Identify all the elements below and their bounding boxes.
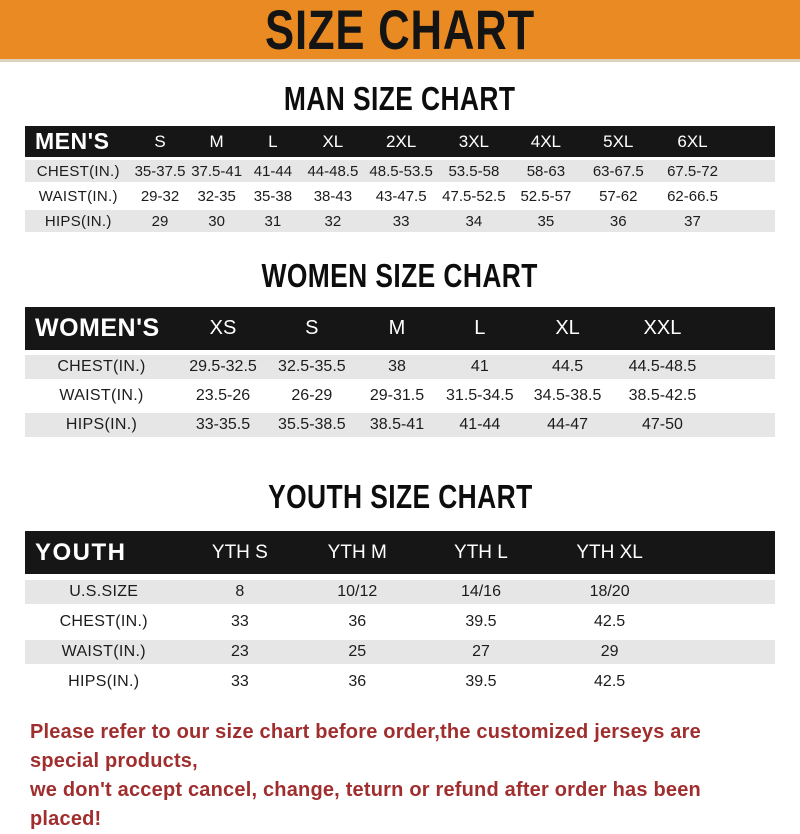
row-label-cell: WAIST(IN.) bbox=[25, 185, 132, 207]
size-value-cell: 38.5-42.5 bbox=[614, 384, 711, 408]
size-value-cell: 42.5 bbox=[545, 610, 675, 634]
filler-cell bbox=[730, 160, 775, 182]
filler-cell bbox=[711, 355, 775, 379]
size-value-cell: 34 bbox=[438, 210, 511, 232]
men-size-section bbox=[0, 82, 800, 235]
size-value-cell: 44-47 bbox=[521, 413, 613, 437]
size-value-cell: 29 bbox=[132, 210, 189, 232]
size-value-cell: 39.5 bbox=[417, 670, 545, 694]
size-value-cell: 29.5-32.5 bbox=[178, 355, 268, 379]
measurement-row bbox=[25, 640, 775, 664]
size-column-header: S bbox=[132, 126, 189, 157]
row-label-cell: HIPS(IN.) bbox=[25, 670, 183, 694]
size-column-header: 4XL bbox=[510, 126, 581, 157]
filler-cell bbox=[674, 640, 775, 664]
size-value-cell: 29 bbox=[545, 640, 675, 664]
size-column-header: L bbox=[245, 126, 301, 157]
size-value-cell: 57-62 bbox=[582, 185, 656, 207]
size-value-cell: 37.5-41 bbox=[189, 160, 245, 182]
filler-cell bbox=[674, 580, 775, 604]
size-value-cell: 62-66.5 bbox=[655, 185, 730, 207]
measurement-row bbox=[25, 413, 775, 437]
filler-cell bbox=[711, 307, 775, 350]
women-size-table bbox=[25, 302, 775, 442]
size-value-cell: 43-47.5 bbox=[365, 185, 438, 207]
filler-cell bbox=[730, 185, 775, 207]
youth-size-table bbox=[25, 525, 775, 700]
size-column-header: XXL bbox=[614, 307, 711, 350]
measurement-row bbox=[25, 384, 775, 408]
size-chart-banner bbox=[0, 0, 800, 62]
size-value-cell: 32 bbox=[301, 210, 365, 232]
size-value-cell: 27 bbox=[417, 640, 545, 664]
table-title-cell: MEN'S bbox=[25, 126, 132, 157]
disclaimer bbox=[30, 718, 775, 834]
size-value-cell: 23 bbox=[183, 640, 298, 664]
size-value-cell: 44-48.5 bbox=[301, 160, 365, 182]
size-value-cell: 33-35.5 bbox=[178, 413, 268, 437]
size-value-cell: 38 bbox=[356, 355, 438, 379]
size-value-cell: 33 bbox=[365, 210, 438, 232]
size-value-cell: 25 bbox=[297, 640, 417, 664]
size-value-cell: 38.5-41 bbox=[356, 413, 438, 437]
size-value-cell: 48.5-53.5 bbox=[365, 160, 438, 182]
size-value-cell: 35-37.5 bbox=[132, 160, 189, 182]
row-label-cell: HIPS(IN.) bbox=[25, 413, 178, 437]
size-column-header: S bbox=[268, 307, 356, 350]
men-section-heading-text: MAN SIZE CHART bbox=[284, 80, 516, 117]
filler-cell bbox=[730, 210, 775, 232]
filler-cell bbox=[711, 413, 775, 437]
size-value-cell: 63-67.5 bbox=[582, 160, 656, 182]
size-column-header: 2XL bbox=[365, 126, 438, 157]
size-value-cell: 52.5-57 bbox=[510, 185, 581, 207]
disclaimer-line-2: we don't accept cancel, change, teturn or refund after order has been placed! bbox=[30, 779, 701, 830]
size-column-header: 6XL bbox=[655, 126, 730, 157]
size-column-header: 3XL bbox=[438, 126, 511, 157]
size-value-cell: 41-44 bbox=[245, 160, 301, 182]
size-value-cell: 14/16 bbox=[417, 580, 545, 604]
disclaimer-line-1: Please refer to our size chart before order,the customized jerseys are special products, bbox=[30, 721, 701, 772]
size-value-cell: 35-38 bbox=[245, 185, 301, 207]
youth-section-heading-text: YOUTH SIZE CHART bbox=[267, 478, 533, 515]
size-value-cell: 34.5-38.5 bbox=[521, 384, 613, 408]
filler-cell bbox=[730, 126, 775, 157]
row-label-cell: WAIST(IN.) bbox=[25, 640, 183, 664]
size-column-header: YTH M bbox=[297, 531, 417, 574]
size-value-cell: 58-63 bbox=[510, 160, 581, 182]
size-value-cell: 10/12 bbox=[297, 580, 417, 604]
size-table-header-row bbox=[25, 531, 775, 574]
size-value-cell: 36 bbox=[297, 670, 417, 694]
size-value-cell: 29-31.5 bbox=[356, 384, 438, 408]
size-column-header: YTH XL bbox=[545, 531, 675, 574]
size-value-cell: 31.5-34.5 bbox=[438, 384, 521, 408]
size-value-cell: 35.5-38.5 bbox=[268, 413, 356, 437]
size-value-cell: 41-44 bbox=[438, 413, 521, 437]
measurement-row bbox=[25, 210, 775, 232]
size-column-header: XS bbox=[178, 307, 268, 350]
men-size-table bbox=[25, 123, 775, 235]
size-value-cell: 53.5-58 bbox=[438, 160, 511, 182]
size-value-cell: 8 bbox=[183, 580, 298, 604]
size-value-cell: 33 bbox=[183, 670, 298, 694]
size-value-cell: 38-43 bbox=[301, 185, 365, 207]
size-column-header: YTH L bbox=[417, 531, 545, 574]
row-label-cell: CHEST(IN.) bbox=[25, 610, 183, 634]
filler-cell bbox=[711, 384, 775, 408]
size-value-cell: 44.5 bbox=[521, 355, 613, 379]
youth-size-section bbox=[0, 480, 800, 700]
table-title-cell: WOMEN'S bbox=[25, 307, 178, 350]
measurement-row bbox=[25, 355, 775, 379]
measurement-row bbox=[25, 580, 775, 604]
size-value-cell: 42.5 bbox=[545, 670, 675, 694]
size-value-cell: 39.5 bbox=[417, 610, 545, 634]
size-column-header: YTH S bbox=[183, 531, 298, 574]
measurement-row bbox=[25, 610, 775, 634]
women-section-heading-text: WOMEN SIZE CHART bbox=[261, 257, 539, 294]
size-value-cell: 31 bbox=[245, 210, 301, 232]
size-column-header: 5XL bbox=[582, 126, 656, 157]
size-column-header: XL bbox=[521, 307, 613, 350]
measurement-row bbox=[25, 670, 775, 694]
row-label-cell: U.S.SIZE bbox=[25, 580, 183, 604]
size-value-cell: 41 bbox=[438, 355, 521, 379]
size-value-cell: 47.5-52.5 bbox=[438, 185, 511, 207]
filler-cell bbox=[674, 670, 775, 694]
size-value-cell: 26-29 bbox=[268, 384, 356, 408]
measurement-row bbox=[25, 185, 775, 207]
size-table-header-row bbox=[25, 126, 775, 157]
size-column-header: M bbox=[189, 126, 245, 157]
size-value-cell: 32.5-35.5 bbox=[268, 355, 356, 379]
size-value-cell: 37 bbox=[655, 210, 730, 232]
size-value-cell: 18/20 bbox=[545, 580, 675, 604]
size-value-cell: 32-35 bbox=[189, 185, 245, 207]
size-table-header-row bbox=[25, 307, 775, 350]
size-value-cell: 44.5-48.5 bbox=[614, 355, 711, 379]
size-value-cell: 29-32 bbox=[132, 185, 189, 207]
row-label-cell: HIPS(IN.) bbox=[25, 210, 132, 232]
size-value-cell: 36 bbox=[582, 210, 656, 232]
size-value-cell: 23.5-26 bbox=[178, 384, 268, 408]
size-column-header: M bbox=[356, 307, 438, 350]
size-column-header: L bbox=[438, 307, 521, 350]
filler-cell bbox=[674, 610, 775, 634]
size-column-header: XL bbox=[301, 126, 365, 157]
women-size-section bbox=[0, 259, 800, 442]
row-label-cell: CHEST(IN.) bbox=[25, 355, 178, 379]
measurement-row bbox=[25, 160, 775, 182]
youth-section-heading bbox=[25, 480, 775, 513]
size-value-cell: 67.5-72 bbox=[655, 160, 730, 182]
row-label-cell: WAIST(IN.) bbox=[25, 384, 178, 408]
size-value-cell: 30 bbox=[189, 210, 245, 232]
size-chart-title: SIZE CHART bbox=[265, 0, 535, 61]
size-value-cell: 47-50 bbox=[614, 413, 711, 437]
size-value-cell: 35 bbox=[510, 210, 581, 232]
size-value-cell: 36 bbox=[297, 610, 417, 634]
table-title-cell: YOUTH bbox=[25, 531, 183, 574]
women-section-heading bbox=[25, 259, 775, 292]
size-value-cell: 33 bbox=[183, 610, 298, 634]
filler-cell bbox=[674, 531, 775, 574]
men-section-heading bbox=[25, 82, 775, 115]
row-label-cell: CHEST(IN.) bbox=[25, 160, 132, 182]
